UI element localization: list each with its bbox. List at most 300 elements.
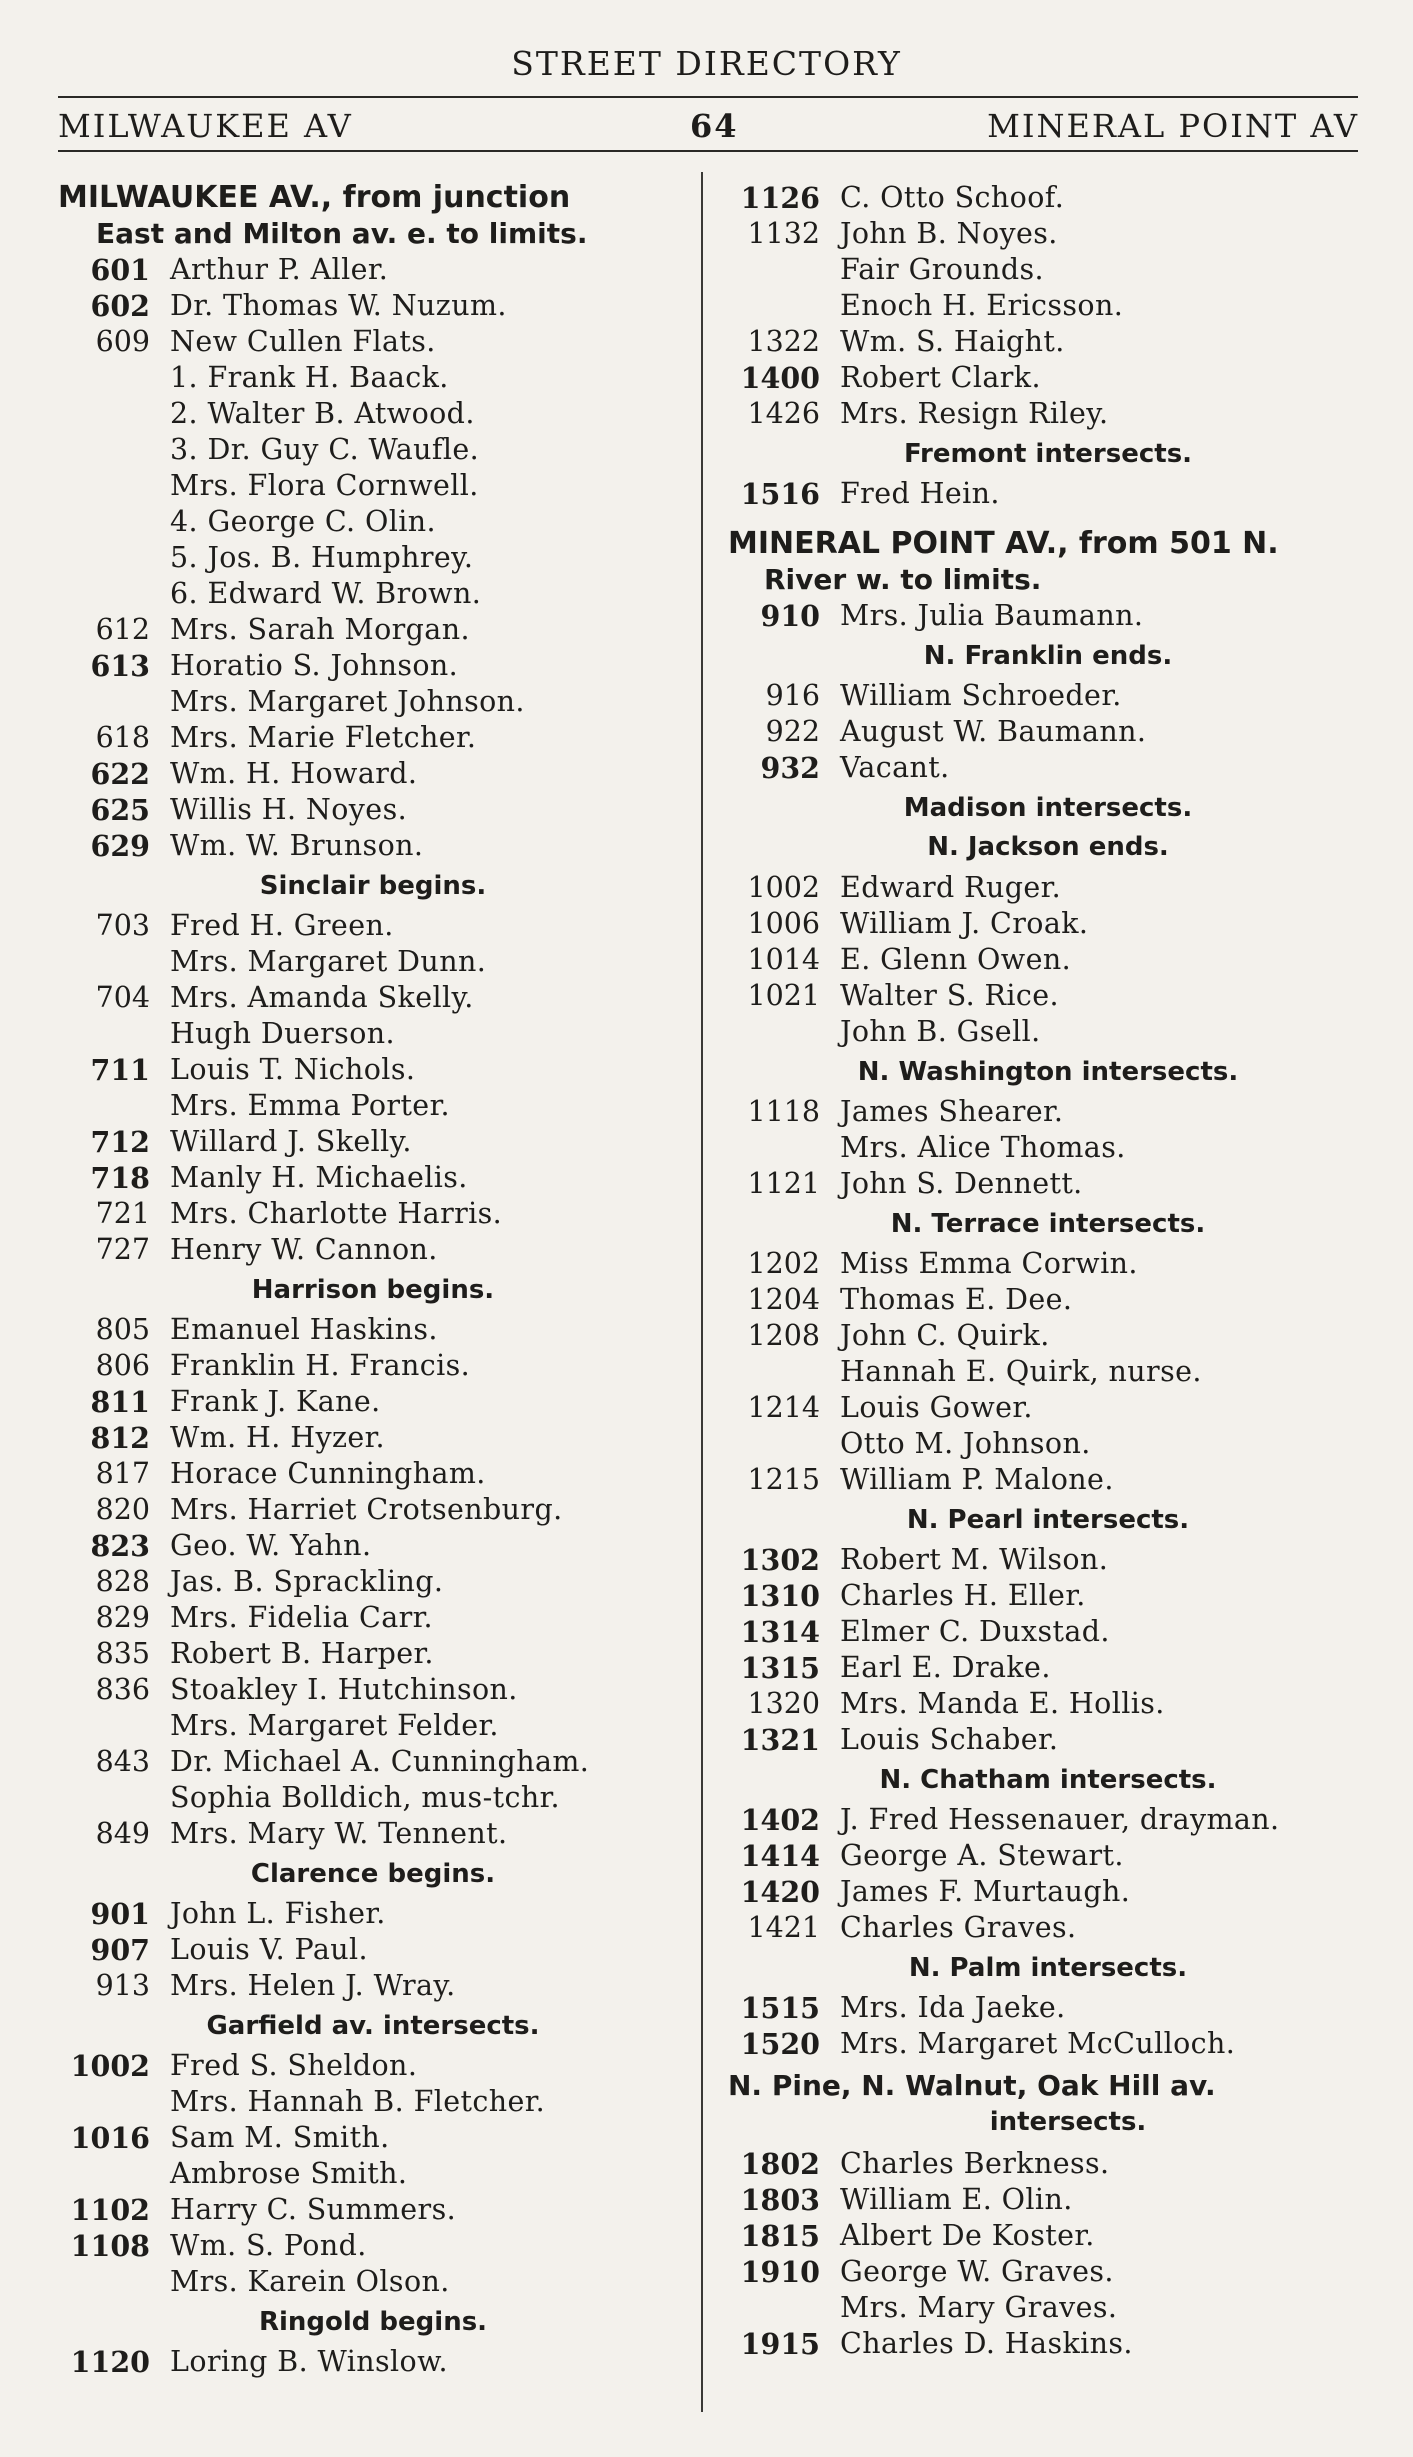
directory-entry bbox=[58, 1348, 688, 1384]
resident-name: William P. Malone. bbox=[840, 1463, 1114, 1496]
resident-name: Edward Ruger. bbox=[840, 871, 1062, 904]
resident-name: Mrs. Amanda Skelly. bbox=[170, 981, 474, 1014]
intersection-note: N. Franklin ends. bbox=[923, 641, 1173, 671]
resident-name: Charles D. Haskins. bbox=[840, 2327, 1133, 2360]
directory-entry bbox=[58, 1384, 688, 1420]
directory-entry bbox=[58, 2264, 688, 2300]
header-rule-top bbox=[58, 96, 1358, 98]
resident-name: Arthur P. Aller. bbox=[170, 253, 389, 286]
resident-name: Willard J. Skelly. bbox=[170, 1125, 412, 1158]
house-number bbox=[58, 2084, 150, 2120]
directory-entry bbox=[58, 1232, 688, 1268]
directory-entry bbox=[58, 252, 688, 288]
directory-entry bbox=[728, 288, 1368, 324]
house-number: 805 bbox=[95, 1313, 150, 1346]
directory-entry bbox=[728, 1166, 1368, 1202]
directory-entry bbox=[728, 678, 1368, 714]
directory-entry bbox=[58, 1636, 688, 1672]
house-number: 910 bbox=[760, 599, 820, 633]
house-number bbox=[58, 1708, 150, 1744]
house-number: 1021 bbox=[747, 979, 820, 1012]
directory-entry bbox=[58, 1932, 688, 1968]
final-entry-list bbox=[728, 2146, 1368, 2362]
house-number: 1126 bbox=[740, 181, 820, 215]
directory-entry bbox=[728, 1318, 1368, 1354]
resident-name: Fred S. Sheldon. bbox=[170, 2049, 418, 2082]
directory-entry bbox=[728, 476, 1368, 512]
intersection-note: Sinclair begins. bbox=[259, 871, 487, 901]
resident-name: Franklin H. Francis. bbox=[170, 1349, 471, 1382]
house-number: 1420 bbox=[740, 1875, 820, 1909]
directory-entry bbox=[58, 468, 688, 504]
resident-name: Miss Emma Corwin. bbox=[840, 1247, 1138, 1280]
resident-name: Wm. H. Howard. bbox=[170, 757, 418, 790]
resident-name: James F. Murtaugh. bbox=[840, 1875, 1131, 1908]
resident-name: Charles H. Eller. bbox=[840, 1579, 1086, 1612]
directory-entry bbox=[728, 324, 1368, 360]
directory-entry bbox=[728, 978, 1368, 1014]
house-number: 812 bbox=[90, 1421, 150, 1455]
resident-name: 3. Dr. Guy C. Waufle. bbox=[170, 433, 480, 466]
house-number: 1108 bbox=[70, 2229, 150, 2263]
house-number bbox=[728, 1014, 820, 1050]
house-number: 829 bbox=[95, 1601, 150, 1634]
resident-name: Hannah E. Quirk, nurse. bbox=[840, 1355, 1202, 1388]
resident-name: Fred Hein. bbox=[840, 477, 1000, 510]
house-number: 843 bbox=[95, 1745, 150, 1778]
directory-entry bbox=[728, 870, 1368, 906]
house-number: 1302 bbox=[740, 1543, 820, 1577]
house-number bbox=[728, 2290, 820, 2326]
directory-entry bbox=[58, 1528, 688, 1564]
house-number: 1202 bbox=[747, 1247, 820, 1280]
street-heading-milwaukee-route: East and Milton av. e. to limits. bbox=[96, 217, 588, 250]
resident-name: Mrs. Resign Riley. bbox=[840, 397, 1109, 430]
directory-entry bbox=[58, 2344, 688, 2380]
resident-name: Mrs. Julia Baumann. bbox=[840, 599, 1144, 632]
house-number: 1208 bbox=[747, 1319, 820, 1352]
directory-entry bbox=[728, 2146, 1368, 2182]
resident-name: Louis V. Paul. bbox=[170, 1933, 368, 1966]
directory-entry bbox=[58, 1196, 688, 1232]
house-number: 1006 bbox=[747, 907, 820, 940]
resident-name: Elmer C. Duxstad. bbox=[840, 1615, 1110, 1648]
directory-entry bbox=[728, 2326, 1368, 2362]
directory-entry bbox=[58, 2192, 688, 2228]
resident-name: Sophia Bolldich, mus-tchr. bbox=[170, 1781, 560, 1814]
directory-entry bbox=[58, 1420, 688, 1456]
resident-name: Sam M. Smith. bbox=[170, 2121, 390, 2154]
directory-entry bbox=[728, 360, 1368, 396]
house-number: 1016 bbox=[70, 2121, 150, 2155]
directory-entry bbox=[728, 180, 1368, 216]
resident-name: Otto M. Johnson. bbox=[840, 1427, 1091, 1460]
resident-name: Earl E. Drake. bbox=[840, 1651, 1051, 1684]
house-number: 601 bbox=[90, 253, 150, 287]
house-number: 1204 bbox=[747, 1283, 820, 1316]
directory-entry bbox=[58, 2048, 688, 2084]
house-number: 1910 bbox=[740, 2255, 820, 2289]
resident-name: Thomas E. Dee. bbox=[840, 1283, 1073, 1316]
resident-name: Mrs. Margaret Johnson. bbox=[170, 685, 525, 718]
resident-name: Enoch H. Ericsson. bbox=[840, 289, 1124, 322]
house-number: 625 bbox=[90, 793, 150, 827]
directory-entry bbox=[58, 792, 688, 828]
directory-entry bbox=[728, 1722, 1368, 1758]
directory-entry bbox=[58, 720, 688, 756]
house-number bbox=[58, 2156, 150, 2192]
resident-name: Willis H. Noyes. bbox=[170, 793, 408, 826]
resident-name: Mrs. Hannah B. Fletcher. bbox=[170, 2085, 546, 2118]
resident-name: James Shearer. bbox=[840, 1095, 1064, 1128]
resident-name: George A. Stewart. bbox=[840, 1839, 1124, 1872]
house-number: 922 bbox=[765, 715, 820, 748]
directory-entry bbox=[728, 714, 1368, 750]
resident-name: Wm. S. Pond. bbox=[170, 2229, 367, 2262]
directory-entry bbox=[58, 576, 688, 612]
directory-entry bbox=[58, 1744, 688, 1780]
directory-entry bbox=[728, 2218, 1368, 2254]
directory-entry bbox=[58, 648, 688, 684]
resident-name: William J. Croak. bbox=[840, 907, 1089, 940]
resident-name: E. Glenn Owen. bbox=[840, 943, 1072, 976]
intersection-note: Fremont intersects. bbox=[903, 439, 1193, 469]
resident-name: Mrs. Mary W. Tennent. bbox=[170, 1817, 508, 1850]
house-number: 1310 bbox=[740, 1579, 820, 1613]
house-number: 1400 bbox=[740, 361, 820, 395]
header-rule-bottom bbox=[58, 150, 1358, 152]
directory-entry bbox=[728, 1686, 1368, 1722]
resident-name: Mrs. Fidelia Carr. bbox=[170, 1601, 434, 1634]
resident-name: Mrs. Margaret Dunn. bbox=[170, 945, 487, 978]
resident-name: Wm. S. Haight. bbox=[840, 325, 1065, 358]
directory-entry bbox=[58, 612, 688, 648]
resident-name: Robert M. Wilson. bbox=[840, 1543, 1109, 1576]
house-number bbox=[58, 540, 150, 576]
resident-name: Wm. H. Hyzer. bbox=[170, 1421, 385, 1454]
house-number: 1803 bbox=[740, 2183, 820, 2217]
directory-entry bbox=[58, 504, 688, 540]
house-number: 849 bbox=[95, 1817, 150, 1850]
directory-entry bbox=[728, 2290, 1368, 2326]
directory-entry bbox=[728, 1874, 1368, 1910]
resident-name: Louis Gower. bbox=[840, 1391, 1033, 1424]
directory-entry bbox=[58, 1124, 688, 1160]
resident-name: Mrs. Emma Porter. bbox=[170, 1089, 450, 1122]
resident-name: Mrs. Helen J. Wray. bbox=[170, 1969, 456, 2002]
resident-name: Mrs. Flora Cornwell. bbox=[170, 469, 479, 502]
resident-name: John C. Quirk. bbox=[840, 1319, 1050, 1352]
street-heading-mineral-point: MINERAL POINT AV., from 501 N. bbox=[728, 526, 1279, 561]
directory-entry bbox=[58, 756, 688, 792]
house-number: 618 bbox=[95, 721, 150, 754]
directory-entry bbox=[58, 1968, 688, 2004]
page-number: 64 bbox=[690, 107, 739, 145]
pine-walnut-heading: N. Pine, N. Walnut, Oak Hill av. bbox=[728, 2069, 1216, 2102]
directory-entry bbox=[728, 1910, 1368, 1946]
house-number: 1802 bbox=[740, 2147, 820, 2181]
directory-entry bbox=[728, 1246, 1368, 1282]
intersection-note: N. Washington intersects. bbox=[857, 1057, 1239, 1087]
directory-entry bbox=[728, 1990, 1368, 2026]
resident-name: Louis Schaber. bbox=[840, 1723, 1059, 1756]
resident-name: 5. Jos. B. Humphrey. bbox=[170, 541, 474, 574]
house-number: 1520 bbox=[740, 2027, 820, 2061]
running-head-left: MILWAUKEE AV bbox=[58, 107, 353, 145]
left-column bbox=[58, 180, 688, 2380]
house-number bbox=[58, 944, 150, 980]
resident-name: Geo. W. Yahn. bbox=[170, 1529, 372, 1562]
directory-entry bbox=[58, 1088, 688, 1124]
resident-name: Mrs. Margaret Felder. bbox=[170, 1709, 499, 1742]
milwaukee-continued-list bbox=[728, 180, 1368, 512]
house-number bbox=[58, 432, 150, 468]
directory-entry bbox=[728, 1094, 1368, 1130]
resident-name: John B. Gsell. bbox=[840, 1015, 1041, 1048]
resident-name: William E. Olin. bbox=[840, 2183, 1073, 2216]
intersection-note: N. Chatham intersects. bbox=[879, 1765, 1217, 1795]
intersection-note: N. Pearl intersects. bbox=[906, 1505, 1190, 1535]
directory-entry bbox=[58, 1492, 688, 1528]
directory-entry bbox=[58, 396, 688, 432]
house-number: 727 bbox=[95, 1233, 150, 1266]
house-number bbox=[728, 1426, 820, 1462]
house-number: 1215 bbox=[747, 1463, 820, 1496]
house-number: 1214 bbox=[747, 1391, 820, 1424]
resident-name: Jas. B. Sprackling. bbox=[170, 1565, 444, 1598]
house-number: 901 bbox=[90, 1897, 150, 1931]
house-number: 1321 bbox=[740, 1723, 820, 1757]
resident-name: Ambrose Smith. bbox=[170, 2157, 408, 2190]
house-number: 609 bbox=[95, 325, 150, 358]
resident-name: Mrs. Charlotte Harris. bbox=[170, 1197, 503, 1230]
resident-name: Harry C. Summers. bbox=[170, 2193, 457, 2226]
house-number bbox=[58, 576, 150, 612]
directory-entry bbox=[58, 1016, 688, 1052]
resident-name: Mrs. Karein Olson. bbox=[170, 2265, 450, 2298]
house-number: 1421 bbox=[747, 1911, 820, 1944]
directory-entry bbox=[58, 360, 688, 396]
directory-entry bbox=[58, 288, 688, 324]
resident-name: 2. Walter B. Atwood. bbox=[170, 397, 475, 430]
directory-entry bbox=[58, 1672, 688, 1708]
intersection-note: Madison intersects. bbox=[903, 793, 1193, 823]
house-number: 703 bbox=[95, 909, 150, 942]
resident-name: William Schroeder. bbox=[840, 679, 1122, 712]
resident-name: Robert B. Harper. bbox=[170, 1637, 434, 1670]
house-number: 1402 bbox=[740, 1803, 820, 1837]
intersection-note: N. Palm intersects. bbox=[908, 1953, 1188, 1983]
resident-name: Mrs. Ida Jaeke. bbox=[840, 1991, 1066, 2024]
house-number: 1120 bbox=[70, 2345, 150, 2379]
house-number: 828 bbox=[95, 1565, 150, 1598]
house-number: 1002 bbox=[70, 2049, 150, 2083]
house-number: 1516 bbox=[740, 477, 820, 511]
directory-entry bbox=[728, 1542, 1368, 1578]
resident-name: Charles Graves. bbox=[840, 1911, 1077, 1944]
resident-name: Charles Berkness. bbox=[840, 2147, 1110, 2180]
directory-entry bbox=[58, 1816, 688, 1852]
directory-entry bbox=[728, 1578, 1368, 1614]
house-number: 1002 bbox=[747, 871, 820, 904]
directory-entry bbox=[58, 432, 688, 468]
directory-entry bbox=[728, 2182, 1368, 2218]
resident-name: John B. Noyes. bbox=[840, 217, 1058, 250]
resident-name: Mrs. Margaret McCulloch. bbox=[840, 2027, 1236, 2060]
house-number: 721 bbox=[95, 1197, 150, 1230]
resident-name: Mrs. Marie Fletcher. bbox=[170, 721, 477, 754]
resident-name: C. Otto Schoof. bbox=[840, 181, 1065, 214]
directory-entry bbox=[728, 1282, 1368, 1318]
directory-entry bbox=[58, 1708, 688, 1744]
directory-entry bbox=[58, 1564, 688, 1600]
resident-name: Fair Grounds. bbox=[840, 253, 1045, 286]
directory-entry bbox=[58, 2120, 688, 2156]
resident-name: Hugh Duerson. bbox=[170, 1017, 395, 1050]
directory-entry bbox=[58, 1896, 688, 1932]
directory-entry bbox=[728, 2254, 1368, 2290]
street-heading-milwaukee: MILWAUKEE AV., from junction bbox=[58, 180, 571, 215]
directory-entry bbox=[58, 908, 688, 944]
intersection-note: N. Jackson ends. bbox=[927, 832, 1169, 862]
house-number: 1121 bbox=[747, 1167, 820, 1200]
house-number: 704 bbox=[95, 981, 150, 1014]
house-number: 916 bbox=[765, 679, 820, 712]
resident-name: Mrs. Alice Thomas. bbox=[840, 1131, 1126, 1164]
directory-entry bbox=[728, 1390, 1368, 1426]
resident-name: George W. Graves. bbox=[840, 2255, 1114, 2288]
directory-entry bbox=[728, 598, 1368, 634]
resident-name: Manly H. Michaelis. bbox=[170, 1161, 468, 1194]
house-number bbox=[58, 468, 150, 504]
directory-entry bbox=[728, 216, 1368, 252]
house-number bbox=[728, 1354, 820, 1390]
house-number bbox=[58, 684, 150, 720]
directory-entry bbox=[58, 684, 688, 720]
house-number: 712 bbox=[90, 1125, 150, 1159]
directory-entry bbox=[728, 906, 1368, 942]
resident-name: Dr. Thomas W. Nuzum. bbox=[170, 289, 507, 322]
house-number: 823 bbox=[90, 1529, 150, 1563]
house-number: 602 bbox=[90, 289, 150, 323]
intersection-note: N. Terrace intersects. bbox=[890, 1209, 1206, 1239]
directory-entry bbox=[728, 1838, 1368, 1874]
house-number: 1314 bbox=[740, 1615, 820, 1649]
house-number: 612 bbox=[95, 613, 150, 646]
intersection-note: Ringold begins. bbox=[258, 2307, 488, 2337]
house-number: 913 bbox=[95, 1969, 150, 2002]
house-number: 629 bbox=[90, 829, 150, 863]
directory-entry bbox=[728, 1462, 1368, 1498]
house-number bbox=[728, 1130, 820, 1166]
directory-entry bbox=[58, 2084, 688, 2120]
house-number: 1102 bbox=[70, 2193, 150, 2227]
directory-entry bbox=[728, 1014, 1368, 1050]
directory-entry bbox=[58, 1456, 688, 1492]
resident-name: Vacant. bbox=[840, 751, 950, 784]
resident-name: Albert De Koster. bbox=[840, 2219, 1095, 2252]
resident-name: August W. Baumann. bbox=[840, 715, 1147, 748]
directory-entry bbox=[58, 1160, 688, 1196]
directory-entry bbox=[728, 1650, 1368, 1686]
house-number: 1315 bbox=[740, 1651, 820, 1685]
resident-name: Stoakley I. Hutchinson. bbox=[170, 1673, 518, 1706]
resident-name: Walter S. Rice. bbox=[840, 979, 1060, 1012]
column-divider bbox=[701, 172, 703, 2412]
resident-name: Dr. Michael A. Cunningham. bbox=[170, 1745, 590, 1778]
resident-name: Horatio S. Johnson. bbox=[170, 649, 459, 682]
street-heading-mineral-point-route: River w. to limits. bbox=[764, 563, 1042, 596]
directory-entry bbox=[728, 396, 1368, 432]
house-number: 932 bbox=[760, 751, 820, 785]
directory-entry bbox=[58, 2156, 688, 2192]
resident-name: John S. Dennett. bbox=[840, 1167, 1083, 1200]
directory-entry bbox=[58, 540, 688, 576]
directory-entry bbox=[728, 1354, 1368, 1390]
resident-name: Robert Clark. bbox=[840, 361, 1041, 394]
house-number: 622 bbox=[90, 757, 150, 791]
directory-entry bbox=[728, 252, 1368, 288]
house-number: 711 bbox=[90, 1053, 150, 1087]
directory-entry bbox=[58, 1600, 688, 1636]
resident-name: 6. Edward W. Brown. bbox=[170, 577, 482, 610]
house-number bbox=[728, 252, 820, 288]
resident-name: Henry W. Cannon. bbox=[170, 1233, 438, 1266]
house-number: 907 bbox=[90, 1933, 150, 1967]
house-number bbox=[58, 1016, 150, 1052]
directory-entry bbox=[728, 1614, 1368, 1650]
house-number: 836 bbox=[95, 1673, 150, 1706]
house-number: 1322 bbox=[747, 325, 820, 358]
house-number: 1320 bbox=[747, 1687, 820, 1720]
house-number bbox=[58, 396, 150, 432]
intersection-note: Harrison begins. bbox=[251, 1275, 495, 1305]
house-number: 1132 bbox=[747, 217, 820, 250]
resident-name: J. Fred Hessenauer, drayman. bbox=[840, 1803, 1280, 1836]
directory-entry bbox=[58, 324, 688, 360]
directory-entry bbox=[58, 2228, 688, 2264]
house-number: 1426 bbox=[747, 397, 820, 430]
directory-entry bbox=[728, 750, 1368, 786]
directory-entry bbox=[728, 2026, 1368, 2062]
house-number: 835 bbox=[95, 1637, 150, 1670]
right-column bbox=[728, 180, 1368, 2362]
house-number: 613 bbox=[90, 649, 150, 683]
intersection-note: Clarence begins. bbox=[250, 1859, 496, 1889]
house-number bbox=[58, 1780, 150, 1816]
house-number: 1515 bbox=[740, 1991, 820, 2025]
mineral-point-entry-list bbox=[728, 598, 1368, 2062]
directory-entry bbox=[728, 1802, 1368, 1838]
house-number: 817 bbox=[95, 1457, 150, 1490]
directory-entry bbox=[58, 980, 688, 1016]
resident-name: Mrs. Sarah Morgan. bbox=[170, 613, 470, 646]
resident-name: Mrs. Harriet Crotsenburg. bbox=[170, 1493, 563, 1526]
house-number: 806 bbox=[95, 1349, 150, 1382]
resident-name: Louis T. Nichols. bbox=[170, 1053, 416, 1086]
house-number: 1915 bbox=[740, 2327, 820, 2361]
resident-name: Horace Cunningham. bbox=[170, 1457, 486, 1490]
resident-name: New Cullen Flats. bbox=[170, 325, 436, 358]
house-number: 820 bbox=[95, 1493, 150, 1526]
directory-entry bbox=[728, 942, 1368, 978]
page-title: STREET DIRECTORY bbox=[511, 44, 902, 83]
resident-name: Wm. W. Brunson. bbox=[170, 829, 424, 862]
resident-name: Emanuel Haskins. bbox=[170, 1313, 438, 1346]
pine-walnut-intersects: intersects. bbox=[989, 2107, 1147, 2137]
resident-name: 1. Frank H. Baack. bbox=[170, 361, 449, 394]
house-number: 1815 bbox=[740, 2219, 820, 2253]
